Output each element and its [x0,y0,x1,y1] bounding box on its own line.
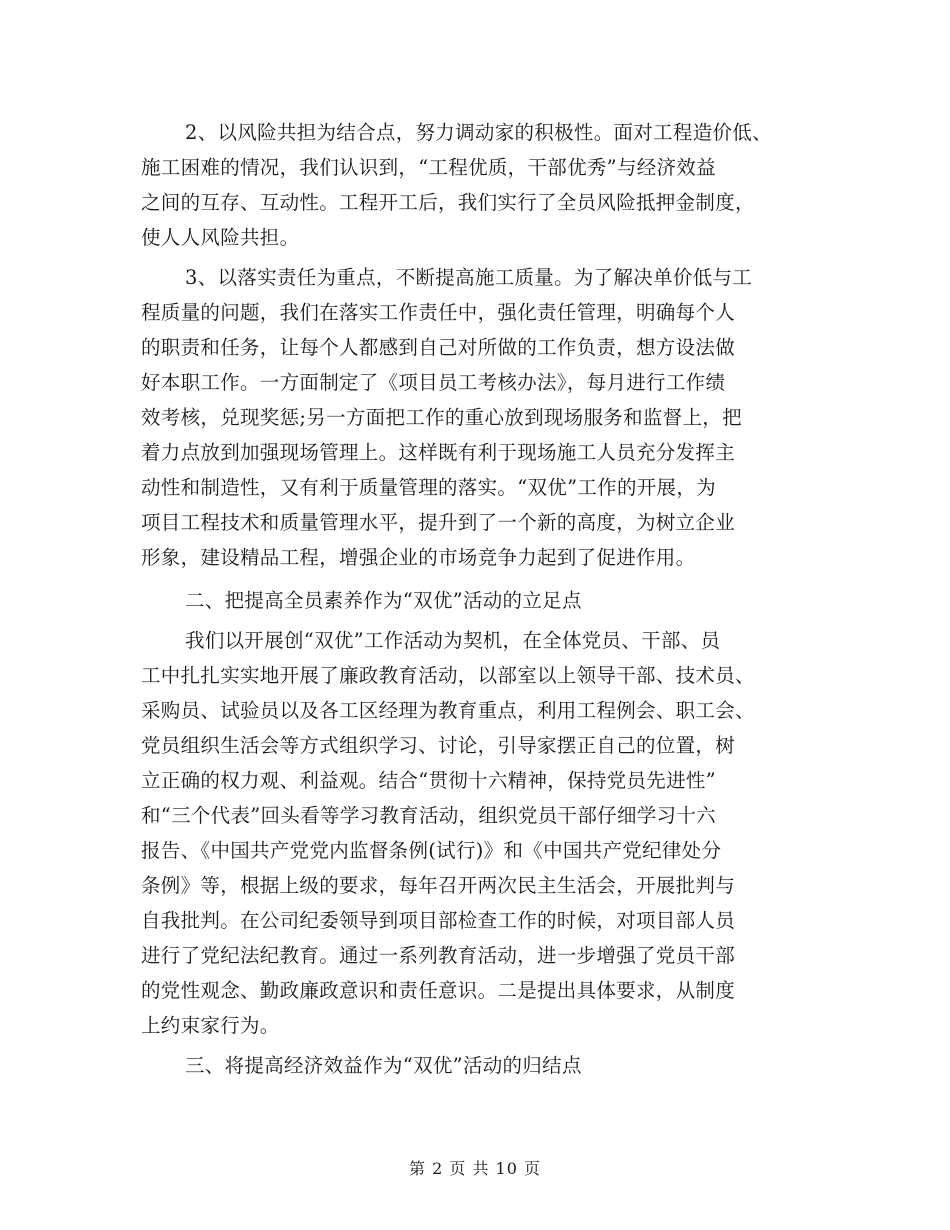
body-text-line: 3、以落实责任为重点，不断提高施工质量。为了解决单价低与工 [185,266,753,289]
body-text-line: 党员组织生活会等方式组织学习、讨论，引导家摆正自己的位置，树 [141,734,736,757]
body-text-line: 2、以风险共担为结合点，努力调动家的积极性。面对工程造价低、 [185,121,772,144]
body-text-line: 的职责和任务，让每个人都感到自己对所做的工作负责，想方设法做 [141,336,736,359]
body-text-line: 上约束家行为。 [141,1014,280,1037]
page-number: 第 2 页 共 10 页 [409,1159,541,1178]
body-text-line: 动性和制造性，又有利于质量管理的落实。“双优”工作的开展，为 [141,476,716,499]
body-text-line: 施工困难的情况，我们认识到，“工程优质，干部优秀”与经济效益 [141,156,716,179]
body-text-line: 着力点放到加强现场管理上。这样既有利于现场施工人员充分发挥主 [141,441,736,464]
body-text-line: 之间的互存、互动性。工程开工后，我们实行了全员风险抵押金制度， [141,191,755,214]
body-text-line: 立正确的权力观、利益观。结合“贯彻十六精神，保持党员先进性” [141,769,716,792]
body-text-line: 程质量的问题，我们在落实工作责任中，强化责任管理，明确每个人 [141,301,736,324]
body-text-line: 进行了党纪法纪教育。通过一系列教育活动，进一步增强了党员干部 [141,944,736,967]
body-text-line: 条例》等，根据上级的要求，每年召开两次民主生活会，开展批判与 [141,874,736,897]
body-text-line: 形象，建设精品工程，增强企业的市场竞争力起到了促进作用。 [141,546,696,569]
body-text-line: 效考核，兑现奖惩;另一方面把工作的重心放到现场服务和监督上，把 [141,406,742,429]
body-text-line: 报告、《中国共产党党内监督条例(试行)》和《中国共产党纪律处分 [141,839,722,862]
body-text-line: 好本职工作。一方面制定了《项目员工考核办法》，每月进行工作绩 [141,371,726,394]
section-heading: 三、将提高经济效益作为“双优”活动的归结点 [185,1054,582,1077]
body-text-line: 自我批判。在公司纪委领导到项目部检查工作的时候，对项目部人员 [141,909,736,932]
body-text-line: 和“三个代表”回头看等学习教育活动，组织党员干部仔细学习十六 [141,804,716,827]
body-text-line: 采购员、试验员以及各工区经理为教育重点，利用工程例会、职工会、 [141,699,755,722]
body-text-line: 的党性观念、勤政廉政意识和责任意识。二是提出具体要求，从制度 [141,979,736,1002]
body-text-line: 工中扎扎实实地开展了廉政教育活动，以部室以上领导干部、技术员、 [141,664,755,687]
body-text-line: 项目工程技术和质量管理水平，提升到了一个新的高度，为树立企业 [141,511,736,534]
body-text-line: 使人人风险共担。 [141,226,300,249]
body-text-line: 我们以开展创“双优”工作活动为契机，在全体党员、干部、员 [185,629,721,652]
section-heading: 二、把提高全员素养作为“双优”活动的立足点 [185,589,582,612]
